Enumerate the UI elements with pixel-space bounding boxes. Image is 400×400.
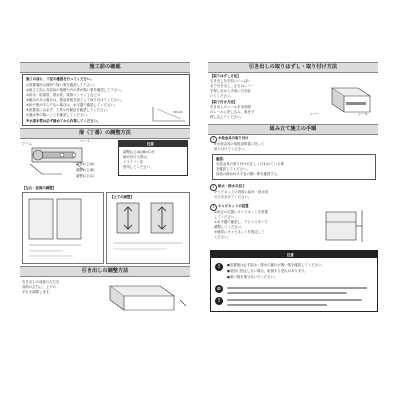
drawer-adjust-diagram <box>100 276 188 316</box>
caution-box <box>118 140 188 176</box>
hinge-label-screw-c: 調整ねじ(C) <box>76 174 95 178</box>
drawer-caption-line: 引き出しの前板の左右を、 <box>22 280 63 284</box>
drawer-rail-diagram <box>326 74 376 118</box>
part-label-lever: レバー <box>310 112 320 116</box>
hinge-label-arm: アーム <box>22 142 33 146</box>
step1-box-line: 水栓金具の取り付けが正しく行われている事 <box>216 162 284 166</box>
hinge-label-screw-b: 調整ねじ(B) <box>76 168 95 172</box>
precheck-item: ⑤床や壁が平らでない場合は、水平器で確認してください。 <box>26 103 118 107</box>
adjust-ud-figure <box>106 192 190 264</box>
attach-line: 押し込んでください。 <box>210 115 244 119</box>
warning-icon: ! <box>215 263 223 271</box>
step3-line: ください。 <box>214 235 231 239</box>
remove-line: を押しながら手前に引き抜 <box>210 89 251 93</box>
step1-confirm-box <box>212 154 376 180</box>
section-title-hinge: 扉（丁番）の調整方法 <box>20 128 190 139</box>
svg-text:30mm: 30mm <box>173 110 183 114</box>
attach-line: 引き出しのレールを本体側 <box>210 105 251 109</box>
right-page <box>208 62 378 332</box>
prohibit-icon: ⊘ <box>216 286 222 292</box>
section-title-drawer-adjust: 引き出しの調整方法 <box>20 266 190 277</box>
step2-line: キャビネットの背面に給水・排水用 <box>214 190 269 194</box>
step1-line: ※水栓金具の取扱説明書に従って <box>214 142 265 146</box>
section-title-drawer-removal: 引き出しの取りはずし・取り付け方法 <box>208 62 378 73</box>
caution-title: 注意 <box>147 142 154 146</box>
step2-title: 給水・排水の加工 <box>218 184 246 188</box>
step3-title: キャビネットの設置 <box>218 204 249 208</box>
warning-line: ●設置後は必ず給水・排水の漏れが無い事を確認してください。 <box>227 263 325 267</box>
step3-line: ①所定の位置にキャビネットを設置 <box>214 210 268 214</box>
left-page <box>20 62 190 332</box>
step1-box-line: 部品の締め付け不良の無い事を確認する。 <box>216 172 281 176</box>
adjust-ud-label: 【上下の調整】 <box>110 195 134 199</box>
step1-box-line: 確認： <box>216 157 227 161</box>
warning-line: ●重い物を乗せないでください。 <box>227 275 278 279</box>
step-number-3: 3 <box>210 204 217 211</box>
precheck-item: ④幅木がある場合は、製品背面を加工して取り付けてください。 <box>26 98 124 102</box>
section-title-assembly: 組み立て施工の手順 <box>208 124 378 135</box>
precheck-note: ※水道本管は必ず締めてから作業してください。 <box>26 119 101 123</box>
remove-line: いてください。 <box>210 94 234 98</box>
warning-line: ●壁面に固定しない場合、転倒する恐れがあります。 <box>227 269 308 273</box>
step1-line: 取り付けてください。 <box>214 147 248 151</box>
warning-title: 注意 <box>287 252 294 257</box>
precheck-item: ⑦漏水等の無いことを確認してください。 <box>26 113 91 117</box>
cabinet-install-diagram <box>318 208 374 244</box>
section-title-precheck: 施工前の確認 <box>20 62 190 73</box>
step-number-2: 2 <box>210 184 217 191</box>
precheck-item: ③給水・給湯管、排水管、電源コンセントなどの <box>26 93 101 97</box>
part-label-rail: レール <box>358 112 369 116</box>
adjust-lr-label: 【左右・前後の調整】 <box>22 186 56 190</box>
step3-line: ③壁面にキャビネットを固定して <box>214 230 265 234</box>
remove-line: まで引き出し、左右のレバー <box>210 84 254 88</box>
warning-box <box>210 250 378 312</box>
drawer-caption-line: ずれを調整します。 <box>22 290 53 294</box>
precheck-item: ⑥設置前には必ず、工具や付属品を確認してください。 <box>26 108 111 112</box>
caution-line: 調整ねじ(A)(B)(C)を <box>123 150 155 154</box>
attach-label: 【取り付け方法】 <box>210 100 238 104</box>
hinge-label-screw-a: 調整ねじ(A) <box>76 162 95 166</box>
adjust-lr-figure <box>22 192 104 264</box>
step-number-1: 1 <box>210 136 217 143</box>
caution-line: 締め付ける際は、 <box>123 155 151 159</box>
step3-line: してください。 <box>214 215 238 219</box>
attach-line: のレールに差し込み、奥まで <box>210 110 255 114</box>
precheck-heading: 施工の前に、下記の確認を行ってください。 <box>26 77 94 81</box>
caution-line: 使用してください。 <box>123 165 154 169</box>
hinge-label-base: ベース <box>80 139 91 143</box>
step1-title: 水栓金具の取り付け <box>218 136 249 140</box>
precheck-item: ①設置場所は面取り無い事を確認して下さい。 <box>26 83 97 87</box>
hinge-diagram <box>22 140 112 182</box>
step2-line: の穴をあけてください。 <box>214 195 252 199</box>
step3-line: ②水平器で確認し、アジャスターで <box>214 220 268 224</box>
precheck-box <box>22 74 190 126</box>
remove-line: 引き出しを手前にいっぱい <box>210 79 251 83</box>
step1-box-line: を確認してください。 <box>216 167 250 171</box>
caution-icon: ! <box>215 297 223 305</box>
caution-line: ドライバーを <box>123 160 144 164</box>
remove-label: 【取りはずし方法】 <box>210 74 241 78</box>
wall-clearance-diagram <box>151 105 189 123</box>
drawer-caption-line: 前枠の左右に、上下の <box>22 285 56 289</box>
precheck-item: ②組立て前に各部品の損傷や汚れ等が無い事を確認して下さい。 <box>26 88 124 92</box>
step3-line: 調整してください。 <box>214 225 245 229</box>
